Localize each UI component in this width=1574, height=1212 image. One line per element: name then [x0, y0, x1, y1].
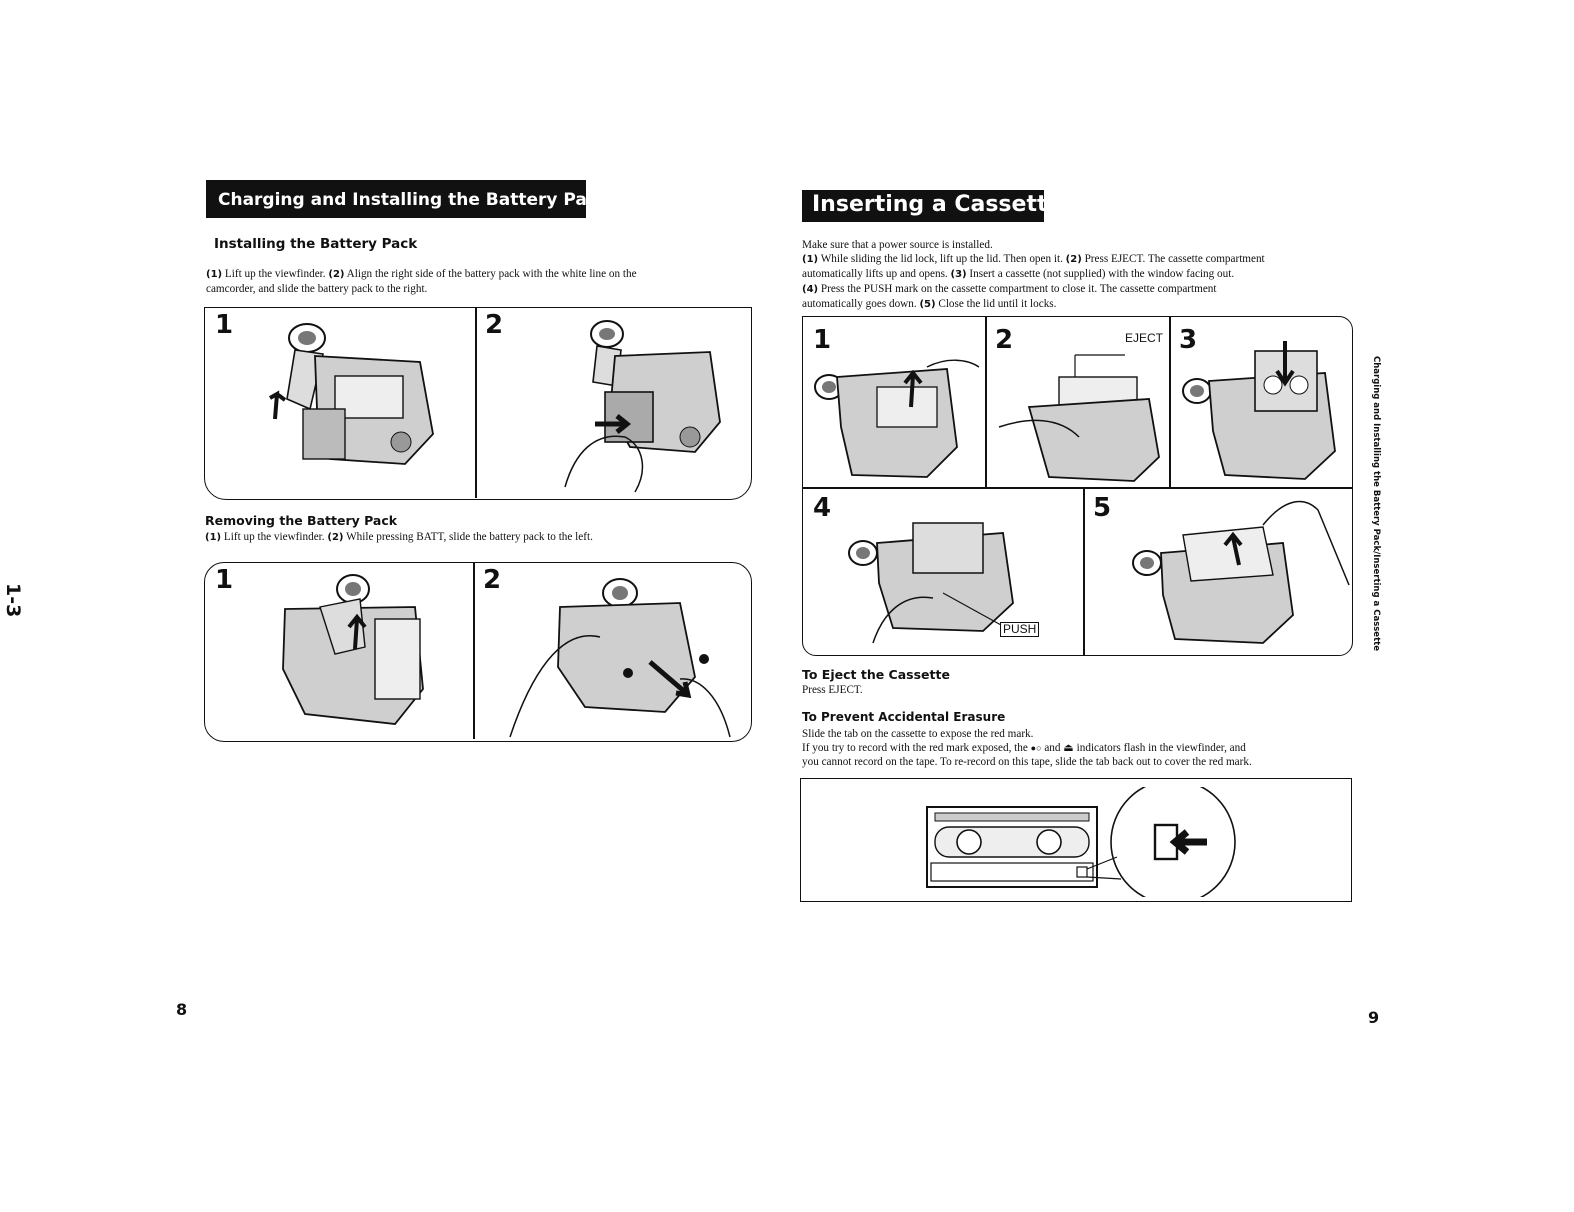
- figure-step-label: 2: [995, 325, 1014, 355]
- step-text: Lift up the viewfinder.: [223, 531, 325, 543]
- panel-divider: [1169, 317, 1171, 487]
- heading-eject-cassette: To Eject the Cassette: [802, 667, 950, 682]
- margin-page-mark: 1-3: [2, 583, 24, 618]
- step-marker: (2): [1065, 254, 1082, 265]
- cassette-instructions: [802, 238, 1362, 312]
- heading-installing-battery: Installing the Battery Pack: [214, 236, 418, 252]
- erasure-line: If you try to record with the red mark exposed, the: [802, 742, 1028, 754]
- step-text: Insert a cassette (not supplied) with the window facing out.: [969, 268, 1235, 280]
- erasure-text: [802, 727, 1362, 769]
- removing-instructions: [205, 530, 765, 545]
- erasure-line: Slide the tab on the cassette to expose the red mark.: [802, 728, 1034, 740]
- installing-instructions: [206, 267, 766, 296]
- erasure-line: indicators flash in the viewfinder, and: [1076, 742, 1246, 754]
- installing-figure-panel: [204, 307, 752, 500]
- eject-press-illustration: [989, 347, 1167, 483]
- panel-divider: [473, 563, 475, 739]
- removing-figure-panel: [204, 562, 752, 742]
- step-text: Press EJECT. The cassette compartment: [1084, 253, 1265, 265]
- step-text: automatically lifts up and opens.: [802, 268, 948, 280]
- step-text: Lift up the viewfinder.: [224, 268, 326, 280]
- figure-step-label: 3: [1179, 325, 1198, 355]
- figure-step-label: 1: [813, 325, 832, 355]
- figure-step-label: 1: [215, 310, 234, 340]
- step-marker: (3): [950, 269, 967, 280]
- heading-removing-battery: Removing the Battery Pack: [205, 513, 398, 528]
- side-tab-label: Charging and Installing the Battery Pack/Inserting a Cassette: [1371, 356, 1381, 651]
- viewfinder-lift-illustration: [265, 569, 445, 734]
- step-text: Close the lid until it locks.: [938, 298, 1057, 310]
- step-text: While sliding the lid lock, lift up the lid. Then open it.: [820, 253, 1063, 265]
- lid-open-illustration: [807, 347, 981, 483]
- figure-step-label: 5: [1093, 493, 1112, 523]
- battery-release-illustration: [490, 567, 745, 739]
- step-text: Press the PUSH mark on the cassette compartment to close it. The cassette compartment: [820, 283, 1217, 295]
- step-marker: (1): [802, 254, 819, 265]
- camcorder-illustration: [255, 314, 455, 494]
- step-marker: (1): [206, 269, 223, 280]
- rec-indicator-icon: ●○: [1030, 743, 1042, 753]
- panel-divider: [803, 487, 1352, 489]
- panel-divider: [1083, 487, 1085, 655]
- step-marker: (1): [205, 532, 222, 543]
- step-text: automatically goes down.: [802, 298, 917, 310]
- erasure-line: and: [1044, 742, 1061, 754]
- step-marker: (5): [919, 299, 936, 310]
- lid-close-illustration: [1113, 495, 1351, 653]
- eject-indicator-icon: ⏏: [1063, 742, 1074, 754]
- push-close-illustration: [833, 513, 1073, 653]
- figure-step-label: 2: [483, 565, 502, 595]
- step-text: Make sure that a power source is installed.: [802, 239, 993, 251]
- cassette-tab-figure: [800, 778, 1352, 902]
- push-callout: PUSH: [1000, 622, 1039, 637]
- step-marker: (2): [328, 269, 345, 280]
- cassette-figure-panel: [802, 316, 1353, 656]
- page-number-left: 8: [176, 1000, 188, 1019]
- step-text: camcorder, and slide the battery pack to the right.: [206, 283, 428, 295]
- battery-slide-illustration: [535, 312, 745, 497]
- step-text: While pressing BATT, slide the battery pack to the left.: [346, 531, 593, 543]
- cassette-tab-illustration: [921, 787, 1251, 897]
- eject-callout: EJECT: [1125, 331, 1164, 345]
- figure-step-label: 1: [215, 565, 234, 595]
- step-marker: (4): [802, 284, 819, 295]
- step-marker: (2): [327, 532, 344, 543]
- panel-divider: [985, 317, 987, 487]
- figure-step-label: 4: [813, 493, 832, 523]
- cassette-insert-illustration: [1175, 341, 1351, 483]
- section-banner-cassette: Inserting a Cassette: [802, 190, 1044, 222]
- step-text: Align the right side of the battery pack with the white line on the: [346, 268, 637, 280]
- heading-prevent-erasure: To Prevent Accidental Erasure: [802, 710, 1006, 724]
- figure-step-label: 2: [485, 310, 504, 340]
- eject-text: Press EJECT.: [802, 684, 863, 696]
- section-banner-battery: Charging and Installing the Battery Pack: [206, 180, 586, 218]
- panel-divider: [475, 308, 477, 498]
- erasure-line: you cannot record on the tape. To re-record on this tape, slide the tab back out to cover the red mark.: [802, 756, 1252, 768]
- page-number-right: 9: [1368, 1008, 1380, 1027]
